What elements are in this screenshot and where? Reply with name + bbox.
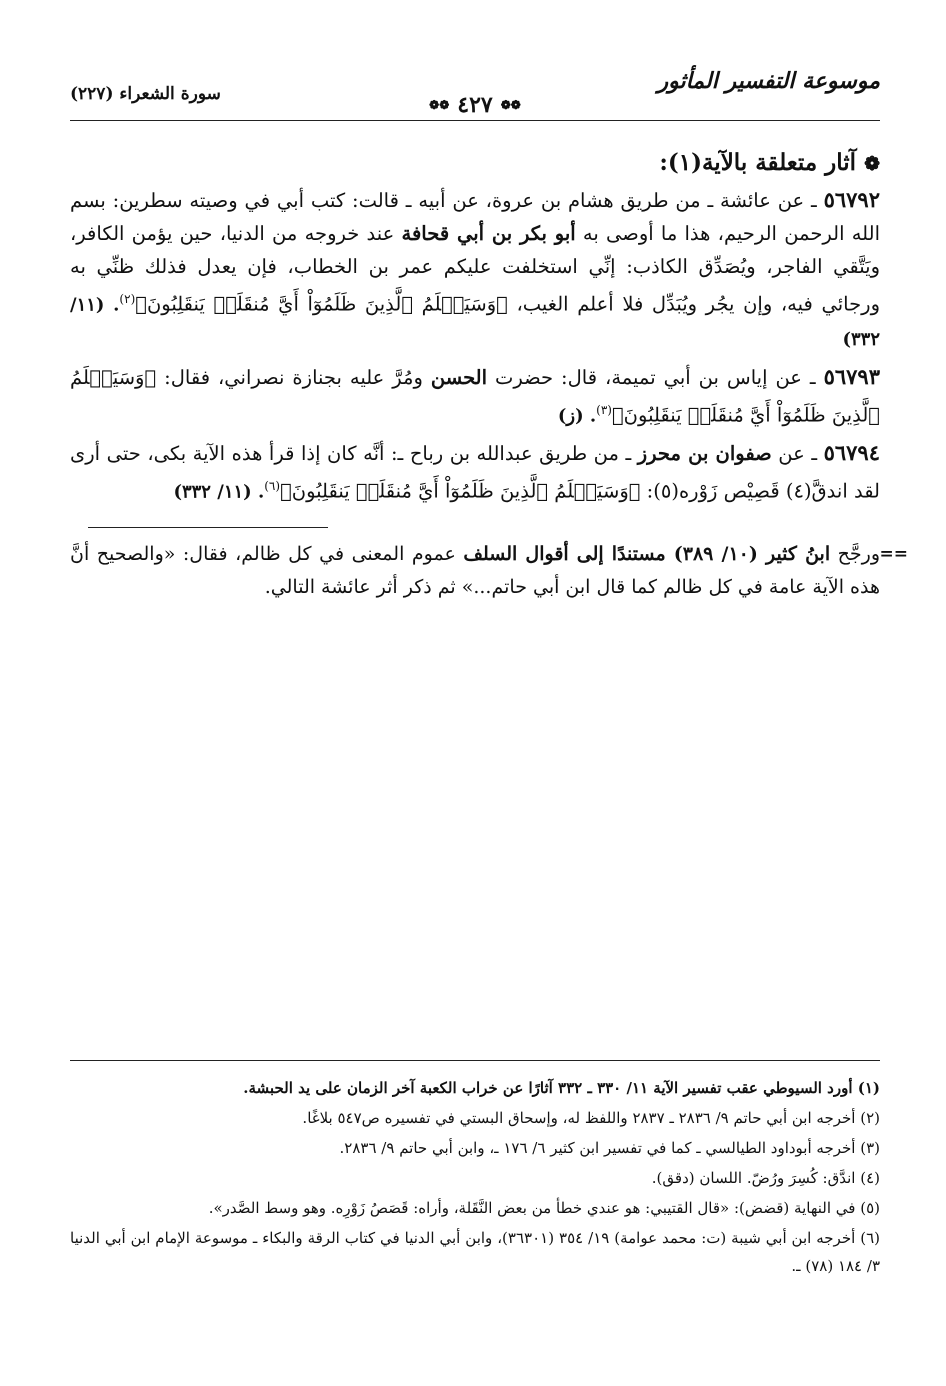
athar-entry: ٥٦٧٩٣ ـ عن إياس بن أبي تميمة، قال: حضرت الحسن ومُرَّ عليه بجنازة نصراني، فقال: ﴿وَسَيَعۡلَمُ ٱلَّذِينَ ظَلَمُوٓاْ أَيَّ مُنقَلَبٖ يَنقَلِبُونَ﴾$^{(٣)}$. (ز) xyxy=(70,363,880,426)
footnotes xyxy=(70,1074,880,1282)
footnote: (٦) أخرجه ابن أبي شيبة (ت: محمد عوامة) ١٩/ ٣٥٤ (٣٦٣٠١)، وابن أبي الدنيا في كتاب الرقة والبكاء ـ موسوعة الإمام ابن أبي الدنيا ٣/ ١٨٤ (٧٨) ـ. xyxy=(70,1229,880,1275)
page-number-group xyxy=(429,92,521,118)
entry-bold: صفوان بن محرز xyxy=(637,442,772,465)
note-marker: == xyxy=(879,543,908,564)
volume-ref: . (١١/ ٣٣٢) xyxy=(70,294,880,350)
volume-ref: . (١١/ ٣٣٢) xyxy=(173,481,265,503)
page-number: ٤٢٧ xyxy=(457,92,493,118)
quran-verse: ﴿وَسَيَعۡلَمُ ٱلَّذِينَ ظَلَمُوٓاْ أَيَّ مُنقَلَبٖ يَنقَلِبُونَ﴾ xyxy=(135,292,508,316)
book-title: موسوعة التفسير المأثور xyxy=(657,68,880,94)
ornament-icon: ❁❁ xyxy=(500,98,521,112)
footnote: (١) أورد السيوطي عقب تفسير الآية ١١/ ٣٣٠ ـ ٣٣٢ آثارًا عن خراب الكعبة آخر الزمان على يد الحبشة. xyxy=(243,1079,880,1097)
volume-ref: . (ز) xyxy=(557,405,597,426)
commentary-note: == ورجَّح ابنُ كثير (١٠/ ٣٨٩) مستندًا إلى أقوال السلف عموم المعنى في كل ظالم، فقال: «والصحيح أنَّ هذه الآية عامة في كل ظالم كما قال ابن أبي حاتم...» ثم ذكر أثر عائشة التالي. xyxy=(70,538,880,604)
header-rule xyxy=(70,120,880,121)
footnote: (٥) في النهاية (قضض): «قال القتيبي: هو عندي خطأ من بعض النَّقَلة، وأراه: قَصَصُ زَوْرِه. وهو وسط الصَّدر». xyxy=(208,1199,880,1217)
quran-verse: ﴿وَسَيَعۡلَمُ ٱلَّذِينَ ظَلَمُوٓاْ أَيَّ مُنقَلَبٖ يَنقَلِبُونَ﴾ xyxy=(70,365,880,426)
entry-bold: أبو بكر بن أبي قحافة xyxy=(401,222,576,245)
section-title: ❁آثار متعلقة بالآية(١): xyxy=(659,149,880,176)
athar-entry: ٥٦٧٩٢ ـ عن عائشة ـ من طريق هشام بن عروة، عن أبيه ـ قالت: كتب أبي في وصيته سطرين: بسم الله الرحمن الرحيم، هذا ما أوصى به أبو بكر بن أبي قحافة عند خروجه من الدنيا، حين يؤمن الكافر، ويَتَّقي الفاجر، ويُصَدِّق الكاذب: إنِّي استخلفت عليكم عمر بن الخطاب، فإن يعدل فذلك ظنِّي به ورجائي فيه، وإن يجُر ويُبَدِّل فلا أعلم الغيب، ﴿وَسَيَعۡلَمُ ٱلَّذِينَ ظَلَمُوٓاْ أَيَّ مُنقَلَبٖ يَنقَلِبُونَ﴾$^{(٢)}$. (١١/ ٣٣٢) xyxy=(70,187,880,350)
note-divider xyxy=(88,527,328,528)
surah-label: سورة الشعراء (٢٢٧) xyxy=(70,84,221,104)
entry-number: ٥٦٧٩٢ xyxy=(823,187,880,212)
page-header xyxy=(70,60,880,116)
footnote: (٢) أخرجه ابن أبي حاتم ٩/ ٢٨٣٦ ـ ٢٨٣٧ واللفظ له، وإسحاق البستي في تفسيره ص٥٤٧ بلاغًا. xyxy=(302,1109,880,1127)
entry-number: ٥٦٧٩٣ xyxy=(823,363,880,389)
ornament-icon: ❁❁ xyxy=(429,98,450,112)
footnote: (٣) أخرجه أبوداود الطيالسي ـ كما في تفسير ابن كثير ٦/ ١٧٦ ـ، وابن أبي حاتم ٩/ ٢٨٣٦. xyxy=(339,1139,880,1157)
footnote-ref[interactable]: (٦) xyxy=(264,479,281,493)
footnote-rule xyxy=(70,1060,880,1061)
quran-verse: ﴿وَسَيَعۡلَمُ ٱلَّذِينَ ظَلَمُوٓاْ أَيَّ مُنقَلَبٖ يَنقَلِبُونَ﴾ xyxy=(280,479,641,503)
footnote-ref[interactable]: (٢) xyxy=(119,292,136,306)
flower-icon: ❁ xyxy=(864,153,880,175)
page xyxy=(70,60,908,1275)
note-bold: ابنُ كثير (١٠/ ٣٨٩) مستندًا إلى أقوال السلف xyxy=(463,542,831,565)
entry-bold: الحسن xyxy=(430,365,488,389)
entry-number: ٥٦٧٩٤ xyxy=(823,440,880,465)
footnote: (٤) اندَّق: كُسِرَ ورُضّ. اللسان (دقق). xyxy=(651,1169,880,1187)
footnote-ref[interactable]: (٣) xyxy=(596,402,612,417)
athar-entry: ٥٦٧٩٤ ـ عن صفوان بن محرز ـ من طريق عبدالله بن رباح ـ: أنَّه كان إذا قرأ هذه الآية بكى، حتى أرى لقد اندقَّ(٤) قَصِيْص زَوْره(٥): ﴿وَسَيَعۡلَمُ ٱلَّذِينَ ظَلَمُوٓاْ أَيَّ مُنقَلَبٖ يَنقَلِبُونَ﴾$^{(٦)}$. (١١/ ٣٣٢) xyxy=(70,440,880,503)
